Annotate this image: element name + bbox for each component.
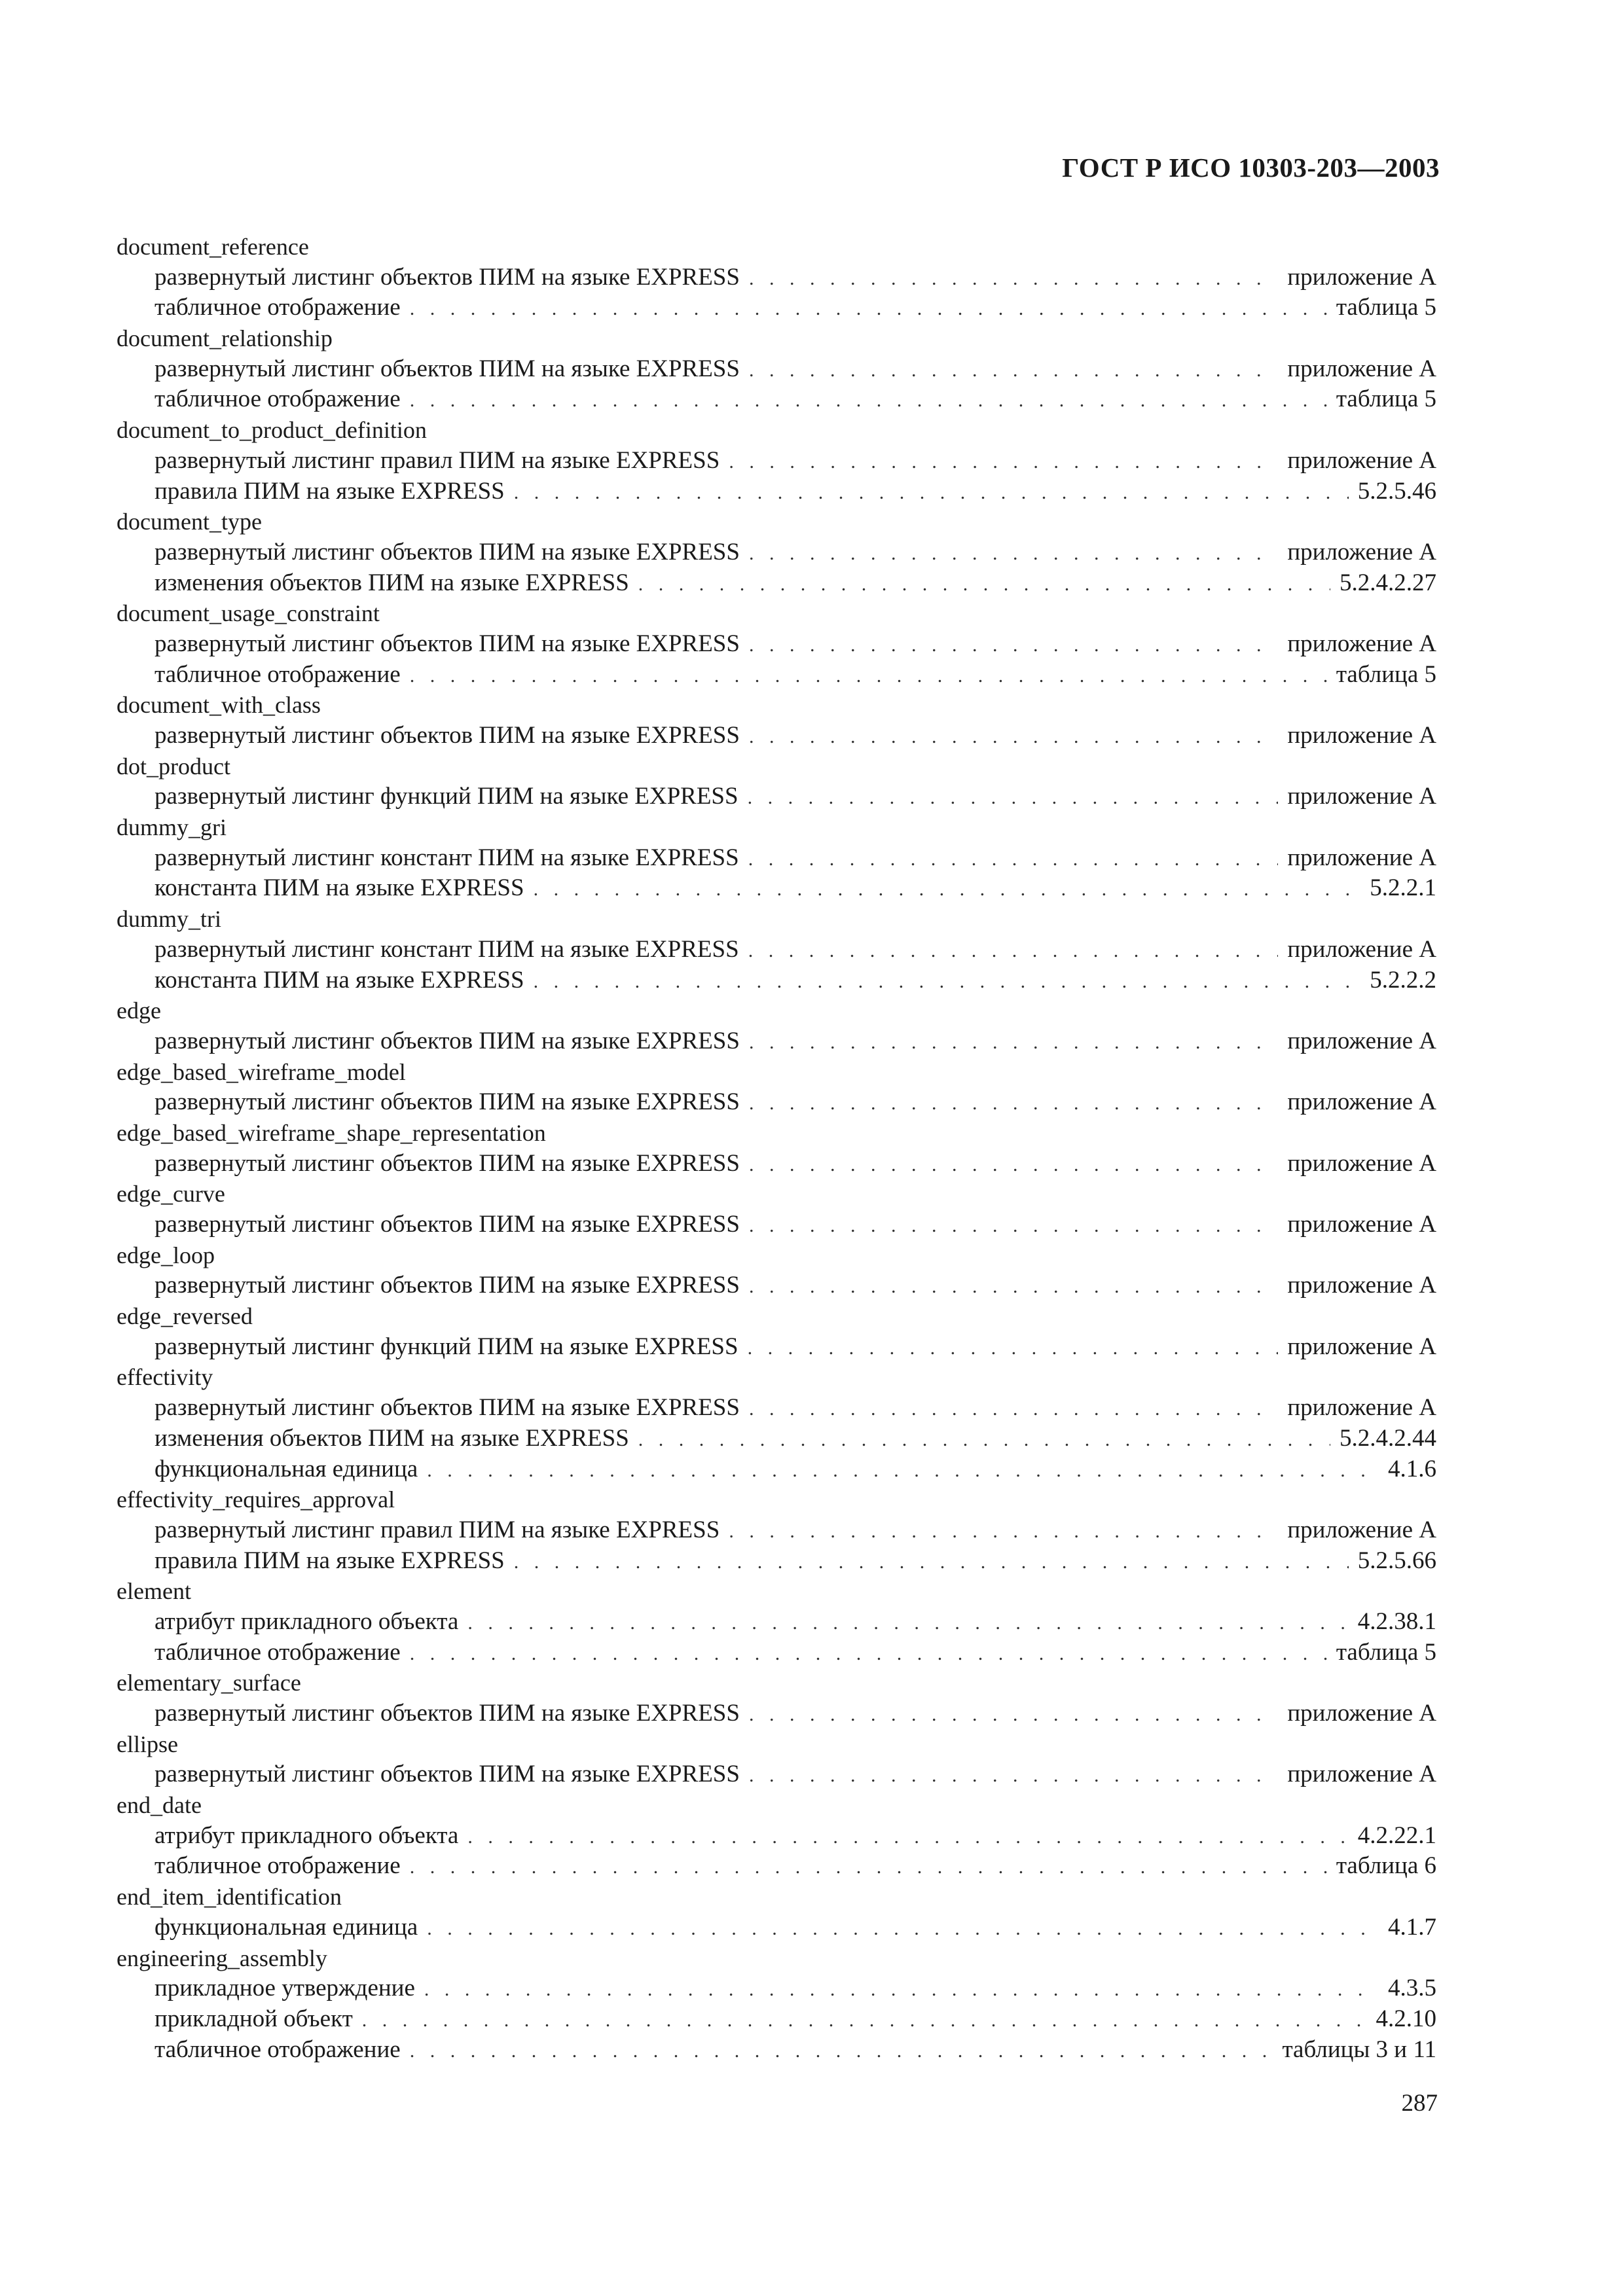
dot-leader bbox=[514, 1547, 1349, 1578]
subentry-label: табличное отображение bbox=[155, 2036, 401, 2063]
subentry-reference: 5.2.4.2.27 bbox=[1340, 569, 1436, 596]
index-term: element bbox=[117, 1578, 191, 1605]
dot-leader bbox=[410, 386, 1327, 416]
index-term: end_date bbox=[117, 1792, 202, 1819]
index-term: document_to_product_definition bbox=[117, 417, 427, 444]
index-term: dummy_tri bbox=[117, 906, 221, 933]
index-subentry bbox=[155, 446, 1436, 476]
index-subentry bbox=[155, 354, 1436, 385]
dot-leader bbox=[749, 1088, 1278, 1119]
subentry-label: табличное отображение bbox=[155, 294, 401, 321]
subentry-label: развернутый листинг правил ПИМ на языке EXPRESS bbox=[155, 1516, 720, 1543]
subentry-label: развернутый листинг объектов ПИМ на языке EXPRESS bbox=[155, 630, 740, 657]
subentry-label: функциональная единица bbox=[155, 1913, 418, 1941]
subentry-label: табличное отображение bbox=[155, 1852, 401, 1880]
dot-leader bbox=[638, 569, 1330, 600]
dot-leader bbox=[534, 967, 1361, 997]
subentry-label: табличное отображение bbox=[155, 660, 401, 688]
subentry-label: развернутый листинг объектов ПИМ на языке EXPRESS bbox=[155, 1088, 740, 1116]
dot-leader bbox=[410, 1852, 1327, 1883]
index-term: end_item_identification bbox=[117, 1884, 342, 1910]
dot-leader bbox=[748, 844, 1279, 875]
index-subentry bbox=[155, 1332, 1436, 1363]
subentry-reference: приложение А bbox=[1287, 355, 1436, 382]
dot-leader bbox=[410, 2036, 1273, 2067]
dot-leader bbox=[748, 936, 1279, 967]
index-subentry bbox=[155, 965, 1436, 996]
subentry-reference: 5.2.5.46 bbox=[1357, 477, 1436, 505]
subentry-reference: 5.2.2.1 bbox=[1370, 874, 1436, 902]
dot-leader bbox=[749, 264, 1278, 295]
index-term: document_reference bbox=[117, 234, 309, 260]
subentry-reference: приложение А bbox=[1287, 1333, 1436, 1360]
index-subentry bbox=[155, 1515, 1436, 1546]
index-term: document_relationship bbox=[117, 325, 333, 352]
dot-leader bbox=[729, 1516, 1278, 1547]
dot-leader bbox=[467, 1608, 1348, 1639]
subentry-label: развернутый листинг объектов ПИМ на языке EXPRESS bbox=[155, 1700, 740, 1727]
subentry-reference: 5.2.2.2 bbox=[1370, 966, 1436, 994]
subentry-reference: приложение А bbox=[1287, 630, 1436, 657]
subentry-reference: таблица 5 bbox=[1336, 660, 1436, 688]
dot-leader bbox=[424, 1975, 1379, 2005]
index-term: document_type bbox=[117, 509, 262, 535]
index-term: engineering_assembly bbox=[117, 1945, 327, 1971]
subentry-label: правила ПИМ на языке EXPRESS bbox=[155, 477, 505, 505]
subentry-label: развернутый листинг констант ПИМ на языке EXPRESS bbox=[155, 935, 739, 963]
dot-leader bbox=[749, 1394, 1278, 1425]
subentry-reference: приложение А bbox=[1287, 446, 1436, 474]
subentry-label: атрибут прикладного объекта bbox=[155, 1821, 459, 1849]
index-subentry bbox=[155, 660, 1436, 691]
subentry-reference: приложение А bbox=[1287, 1394, 1436, 1422]
dot-leader bbox=[749, 1700, 1278, 1731]
subentry-label: развернутый листинг объектов ПИМ на языке EXPRESS bbox=[155, 1149, 740, 1177]
dot-leader bbox=[514, 478, 1349, 509]
index-subentry bbox=[155, 537, 1436, 568]
dot-leader bbox=[749, 1761, 1278, 1791]
index-subentry bbox=[155, 476, 1436, 507]
subentry-reference: таблица 5 bbox=[1336, 386, 1436, 413]
subentry-reference: приложение А bbox=[1287, 935, 1436, 963]
index-subentry bbox=[155, 1698, 1436, 1729]
index-subentry bbox=[155, 873, 1436, 904]
index-term: document_with_class bbox=[117, 692, 321, 719]
index-subentry bbox=[155, 1546, 1436, 1577]
index-term: edge bbox=[117, 997, 161, 1024]
dot-leader bbox=[427, 1914, 1379, 1945]
index-subentry bbox=[155, 1638, 1436, 1668]
subentry-reference: 4.3.5 bbox=[1388, 1975, 1436, 2002]
index-subentry bbox=[155, 935, 1436, 965]
index-subentry bbox=[155, 1912, 1436, 1943]
index-subentry bbox=[155, 384, 1436, 415]
subentry-reference: 4.1.7 bbox=[1388, 1913, 1436, 1941]
subentry-label: развернутый листинг объектов ПИМ на языке EXPRESS bbox=[155, 355, 740, 382]
subentry-label: функциональная единица bbox=[155, 1455, 418, 1482]
index-subentry bbox=[155, 568, 1436, 599]
dot-leader bbox=[749, 1211, 1278, 1242]
index-subentry bbox=[155, 629, 1436, 660]
index-subentry bbox=[155, 1759, 1436, 1790]
subentry-label: развернутый листинг объектов ПИМ на языке EXPRESS bbox=[155, 1761, 740, 1788]
dot-leader bbox=[748, 1333, 1279, 1364]
subentry-reference: 5.2.4.2.44 bbox=[1340, 1424, 1436, 1452]
dot-leader bbox=[638, 1425, 1330, 1456]
dot-leader bbox=[729, 447, 1278, 478]
index-subentry bbox=[155, 1270, 1436, 1301]
index-subentry bbox=[155, 1607, 1436, 1638]
subentry-reference: 4.2.10 bbox=[1376, 2005, 1436, 2032]
index-subentry bbox=[155, 2004, 1436, 2035]
subentry-reference: приложение А bbox=[1287, 538, 1436, 565]
subentry-reference: 5.2.5.66 bbox=[1357, 1547, 1436, 1574]
index-term: edge_reversed bbox=[117, 1303, 253, 1330]
subentry-reference: приложение А bbox=[1287, 1272, 1436, 1299]
index-subentry bbox=[155, 2035, 1436, 2066]
subentry-label: развернутый листинг объектов ПИМ на языке EXPRESS bbox=[155, 263, 740, 291]
subentry-reference: приложение А bbox=[1287, 1516, 1436, 1543]
page-number: 287 bbox=[1401, 2090, 1438, 2117]
subentry-reference: приложение А bbox=[1287, 263, 1436, 291]
subentry-reference: приложение А bbox=[1287, 783, 1436, 810]
index-subentry bbox=[155, 1973, 1436, 2004]
subentry-label: константа ПИМ на языке EXPRESS bbox=[155, 874, 524, 902]
subentry-reference: приложение А bbox=[1287, 722, 1436, 749]
subentry-label: развернутый листинг констант ПИМ на языке EXPRESS bbox=[155, 844, 739, 871]
subentry-reference: таблица 6 bbox=[1336, 1852, 1436, 1880]
subentry-reference: приложение А bbox=[1287, 1700, 1436, 1727]
index-subentry bbox=[155, 1149, 1436, 1179]
dot-leader bbox=[362, 2005, 1367, 2036]
subentry-label: развернутый листинг объектов ПИМ на языке EXPRESS bbox=[155, 1272, 740, 1299]
dot-leader bbox=[749, 355, 1278, 386]
dot-leader bbox=[749, 722, 1278, 753]
subentry-label: прикладной объект bbox=[155, 2005, 353, 2032]
subentry-reference: таблица 5 bbox=[1336, 1638, 1436, 1666]
dot-leader bbox=[749, 1150, 1278, 1181]
subentry-label: константа ПИМ на языке EXPRESS bbox=[155, 966, 524, 994]
dot-leader bbox=[749, 630, 1278, 661]
subentry-reference: 4.2.22.1 bbox=[1357, 1821, 1436, 1849]
subentry-label: развернутый листинг объектов ПИМ на языке EXPRESS bbox=[155, 1394, 740, 1422]
index-term: effectivity bbox=[117, 1364, 213, 1391]
index-subentry bbox=[155, 262, 1436, 293]
subentry-reference: 4.2.38.1 bbox=[1357, 1607, 1436, 1635]
subentry-reference: приложение А bbox=[1287, 1027, 1436, 1054]
index-subentry bbox=[155, 293, 1436, 323]
subentry-label: изменения объектов ПИМ на языке EXPRESS bbox=[155, 569, 629, 596]
index-term: document_usage_constraint bbox=[117, 600, 380, 627]
subentry-reference: приложение А bbox=[1287, 1149, 1436, 1177]
subentry-label: правила ПИМ на языке EXPRESS bbox=[155, 1547, 505, 1574]
index-subentry bbox=[155, 721, 1436, 751]
dot-leader bbox=[467, 1822, 1348, 1853]
dot-leader bbox=[748, 783, 1279, 814]
index-subentry bbox=[155, 1087, 1436, 1118]
index-term: elementary_surface bbox=[117, 1670, 301, 1696]
dot-leader bbox=[410, 1639, 1327, 1670]
subentry-reference: 4.1.6 bbox=[1388, 1455, 1436, 1482]
subentry-label: развернутый листинг правил ПИМ на языке EXPRESS bbox=[155, 446, 720, 474]
dot-leader bbox=[749, 1272, 1278, 1302]
subentry-label: развернутый листинг функций ПИМ на языке EXPRESS bbox=[155, 783, 739, 810]
subentry-reference: приложение А bbox=[1287, 1761, 1436, 1788]
index-subentry bbox=[155, 1454, 1436, 1485]
subentry-label: развернутый листинг объектов ПИМ на языке EXPRESS bbox=[155, 538, 740, 565]
subentry-reference: приложение А bbox=[1287, 1211, 1436, 1238]
subentry-label: изменения объектов ПИМ на языке EXPRESS bbox=[155, 1424, 629, 1452]
subentry-label: прикладное утверждение bbox=[155, 1975, 415, 2002]
index-term: effectivity_requires_approval bbox=[117, 1486, 395, 1513]
subentry-label: табличное отображение bbox=[155, 386, 401, 413]
subentry-reference: таблица 5 bbox=[1336, 294, 1436, 321]
dot-leader bbox=[410, 661, 1327, 692]
document-header: ГОСТ Р ИСО 10303-203—2003 bbox=[1062, 152, 1440, 183]
index-subentry bbox=[155, 1393, 1436, 1424]
index-term: edge_based_wireframe_shape_representation bbox=[117, 1119, 546, 1146]
subentry-label: развернутый листинг объектов ПИМ на языке EXPRESS bbox=[155, 1027, 740, 1054]
subentry-reference: приложение А bbox=[1287, 1088, 1436, 1116]
index-subentry bbox=[155, 1026, 1436, 1057]
index-term: edge_curve bbox=[117, 1181, 225, 1208]
dot-leader bbox=[749, 539, 1278, 569]
index-term: edge_based_wireframe_model bbox=[117, 1058, 406, 1085]
subentry-label: табличное отображение bbox=[155, 1638, 401, 1666]
subentry-label: развернутый листинг функций ПИМ на языке EXPRESS bbox=[155, 1333, 739, 1360]
index-subentry bbox=[155, 1821, 1436, 1852]
index-term: dot_product bbox=[117, 753, 230, 780]
subentry-label: развернутый листинг объектов ПИМ на языке EXPRESS bbox=[155, 722, 740, 749]
index-term: dummy_gri bbox=[117, 814, 227, 841]
subentry-reference: приложение А bbox=[1287, 844, 1436, 871]
dot-leader bbox=[749, 1028, 1278, 1058]
dot-leader bbox=[534, 874, 1361, 905]
index-subentry bbox=[155, 1851, 1436, 1882]
index-subentry bbox=[155, 843, 1436, 874]
index-subentry bbox=[155, 1424, 1436, 1454]
alphabetical-index bbox=[117, 232, 1436, 2065]
dot-leader bbox=[410, 294, 1327, 325]
index-term: edge_loop bbox=[117, 1242, 215, 1268]
subentry-reference: таблицы 3 и 11 bbox=[1282, 2036, 1436, 2063]
dot-leader bbox=[427, 1456, 1379, 1486]
index-subentry bbox=[155, 781, 1436, 812]
subentry-label: атрибут прикладного объекта bbox=[155, 1607, 459, 1635]
index-term: ellipse bbox=[117, 1731, 178, 1757]
index-subentry bbox=[155, 1210, 1436, 1240]
subentry-label: развернутый листинг объектов ПИМ на языке EXPRESS bbox=[155, 1211, 740, 1238]
